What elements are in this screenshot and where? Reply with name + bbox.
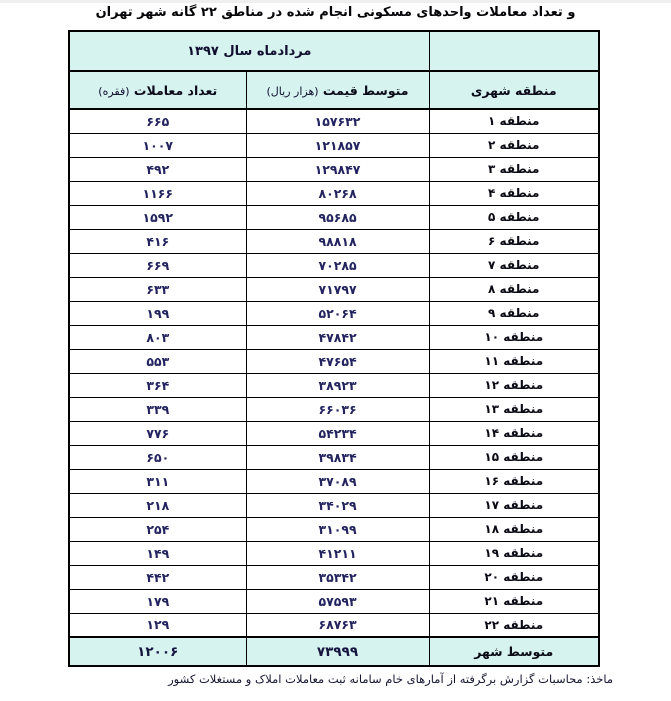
transactions-cell: ۳۳۹ bbox=[69, 397, 246, 421]
transactions-cell: ۲۵۴ bbox=[69, 517, 246, 541]
source-note: ماخذ: محاسبات گزارش برگرفته از آمارهای خام سامانه ثبت معاملات املاک و مستغلات کشور bbox=[168, 672, 613, 686]
avg-price-header-label: متوسط قیمت bbox=[322, 82, 409, 98]
page-title: و تعداد معاملات واحدهای مسکونی انجام شده در مناطق ۲۲ گانه شهر تهران bbox=[95, 5, 576, 20]
district-name-cell: منطقه ۱۰ bbox=[429, 325, 599, 349]
avg-price-cell: ۳۷۰۸۹ bbox=[246, 469, 429, 493]
district-row bbox=[69, 253, 599, 277]
column-header-avg-price bbox=[246, 71, 429, 109]
transactions-cell: ۶۶۹ bbox=[69, 253, 246, 277]
city-average-label-cell: متوسط شهر bbox=[429, 637, 599, 666]
district-row bbox=[69, 157, 599, 181]
transactions-cell: ۳۱۱ bbox=[69, 469, 246, 493]
transactions-cell: ۶۵۰ bbox=[69, 445, 246, 469]
transactions-cell: ۱۱۶۶ bbox=[69, 181, 246, 205]
avg-price-cell: ۳۴۰۲۹ bbox=[246, 493, 429, 517]
avg-price-cell: ۳۵۳۴۲ bbox=[246, 565, 429, 589]
district-name-cell: منطقه ۱۴ bbox=[429, 421, 599, 445]
city-average-row bbox=[69, 637, 599, 666]
transactions-cell: ۲۱۸ bbox=[69, 493, 246, 517]
avg-price-cell: ۵۷۵۹۳ bbox=[246, 589, 429, 613]
transactions-cell: ۷۷۶ bbox=[69, 421, 246, 445]
district-row bbox=[69, 133, 599, 157]
district-row bbox=[69, 229, 599, 253]
district-row bbox=[69, 589, 599, 613]
avg-price-cell: ۵۴۲۳۴ bbox=[246, 421, 429, 445]
avg-price-cell: ۹۵۶۸۵ bbox=[246, 205, 429, 229]
transactions-cell: ۳۶۴ bbox=[69, 373, 246, 397]
transactions-cell: ۱۴۹ bbox=[69, 541, 246, 565]
period-header-cell: مردادماه سال ۱۳۹۷ bbox=[69, 31, 429, 71]
table-content bbox=[69, 31, 599, 666]
column-header-transactions bbox=[69, 71, 246, 109]
transactions-cell: ۱۰۰۷ bbox=[69, 133, 246, 157]
district-name-cell: منطقه ۱۳ bbox=[429, 397, 599, 421]
district-name-cell: منطقه ۲ bbox=[429, 133, 599, 157]
avg-price-header-unit: (هزار ریال) bbox=[266, 84, 319, 98]
avg-price-cell: ۴۷۶۵۴ bbox=[246, 349, 429, 373]
district-name-cell: منطقه ۱۵ bbox=[429, 445, 599, 469]
page-top-edge bbox=[0, 0, 671, 3]
avg-price-cell: ۳۱۰۹۹ bbox=[246, 517, 429, 541]
district-name-cell: منطقه ۱۱ bbox=[429, 349, 599, 373]
avg-price-cell: ۱۲۱۸۵۷ bbox=[246, 133, 429, 157]
district-row bbox=[69, 301, 599, 325]
district-row bbox=[69, 421, 599, 445]
district-name-cell: منطقه ۴ bbox=[429, 181, 599, 205]
district-row bbox=[69, 565, 599, 589]
district-name-cell: منطقه ۱۲ bbox=[429, 373, 599, 397]
avg-price-cell: ۳۸۹۲۳ bbox=[246, 373, 429, 397]
district-name-cell: منطقه ۳ bbox=[429, 157, 599, 181]
district-name-cell: منطقه ۲۰ bbox=[429, 565, 599, 589]
column-header-district: منطقه شهری bbox=[429, 71, 599, 109]
avg-price-cell: ۶۸۷۶۳ bbox=[246, 613, 429, 637]
district-name-cell: منطقه ۲۲ bbox=[429, 613, 599, 637]
transactions-table bbox=[68, 30, 600, 667]
district-row bbox=[69, 109, 599, 133]
district-name-cell: منطقه ۱۸ bbox=[429, 517, 599, 541]
transactions-cell: ۴۱۶ bbox=[69, 229, 246, 253]
transactions-cell: ۸۰۳ bbox=[69, 325, 246, 349]
district-row bbox=[69, 613, 599, 637]
district-row bbox=[69, 325, 599, 349]
transactions-cell: ۱۹۹ bbox=[69, 301, 246, 325]
avg-price-cell: ۴۱۲۱۱ bbox=[246, 541, 429, 565]
city-average-price-cell: ۷۳۹۹۹ bbox=[246, 637, 429, 666]
district-name-cell: منطقه ۱۷ bbox=[429, 493, 599, 517]
district-row bbox=[69, 517, 599, 541]
period-header-row bbox=[69, 31, 599, 71]
avg-price-cell: ۷۱۷۹۷ bbox=[246, 277, 429, 301]
district-row bbox=[69, 493, 599, 517]
district-name-cell: منطقه ۶ bbox=[429, 229, 599, 253]
avg-price-cell: ۵۲۰۶۴ bbox=[246, 301, 429, 325]
transactions-cell: ۶۶۵ bbox=[69, 109, 246, 133]
column-header-row bbox=[69, 71, 599, 109]
transactions-cell: ۴۴۲ bbox=[69, 565, 246, 589]
transactions-cell: ۱۲۹ bbox=[69, 613, 246, 637]
district-name-cell: منطقه ۸ bbox=[429, 277, 599, 301]
avg-price-cell: ۸۰۲۶۸ bbox=[246, 181, 429, 205]
transactions-cell: ۵۵۳ bbox=[69, 349, 246, 373]
district-name-cell: منطقه ۲۱ bbox=[429, 589, 599, 613]
district-row bbox=[69, 181, 599, 205]
district-name-cell: منطقه ۱ bbox=[429, 109, 599, 133]
empty-corner-cell bbox=[429, 31, 599, 71]
city-average-transactions-cell: ۱۲۰۰۶ bbox=[69, 637, 246, 666]
avg-price-cell: ۳۹۸۳۴ bbox=[246, 445, 429, 469]
avg-price-cell: ۱۵۷۶۳۲ bbox=[246, 109, 429, 133]
transactions-header-label: تعداد معاملات bbox=[133, 82, 218, 98]
district-name-cell: منطقه ۱۹ bbox=[429, 541, 599, 565]
avg-price-cell: ۴۷۸۴۲ bbox=[246, 325, 429, 349]
transactions-cell: ۱۷۹ bbox=[69, 589, 246, 613]
district-row bbox=[69, 445, 599, 469]
district-row bbox=[69, 541, 599, 565]
transactions-cell: ۴۹۲ bbox=[69, 157, 246, 181]
avg-price-cell: ۶۶۰۳۶ bbox=[246, 397, 429, 421]
district-row bbox=[69, 373, 599, 397]
avg-price-cell: ۷۰۲۸۵ bbox=[246, 253, 429, 277]
avg-price-cell: ۱۲۹۸۴۷ bbox=[246, 157, 429, 181]
transactions-header-unit: (فقره) bbox=[98, 84, 130, 98]
district-row bbox=[69, 469, 599, 493]
district-row bbox=[69, 277, 599, 301]
transactions-cell: ۶۳۳ bbox=[69, 277, 246, 301]
district-name-cell: منطقه ۷ bbox=[429, 253, 599, 277]
district-row bbox=[69, 397, 599, 421]
district-row bbox=[69, 349, 599, 373]
district-name-cell: منطقه ۱۶ bbox=[429, 469, 599, 493]
transactions-cell: ۱۵۹۲ bbox=[69, 205, 246, 229]
district-name-cell: منطقه ۵ bbox=[429, 205, 599, 229]
district-name-cell: منطقه ۹ bbox=[429, 301, 599, 325]
avg-price-cell: ۹۸۸۱۸ bbox=[246, 229, 429, 253]
district-row bbox=[69, 205, 599, 229]
